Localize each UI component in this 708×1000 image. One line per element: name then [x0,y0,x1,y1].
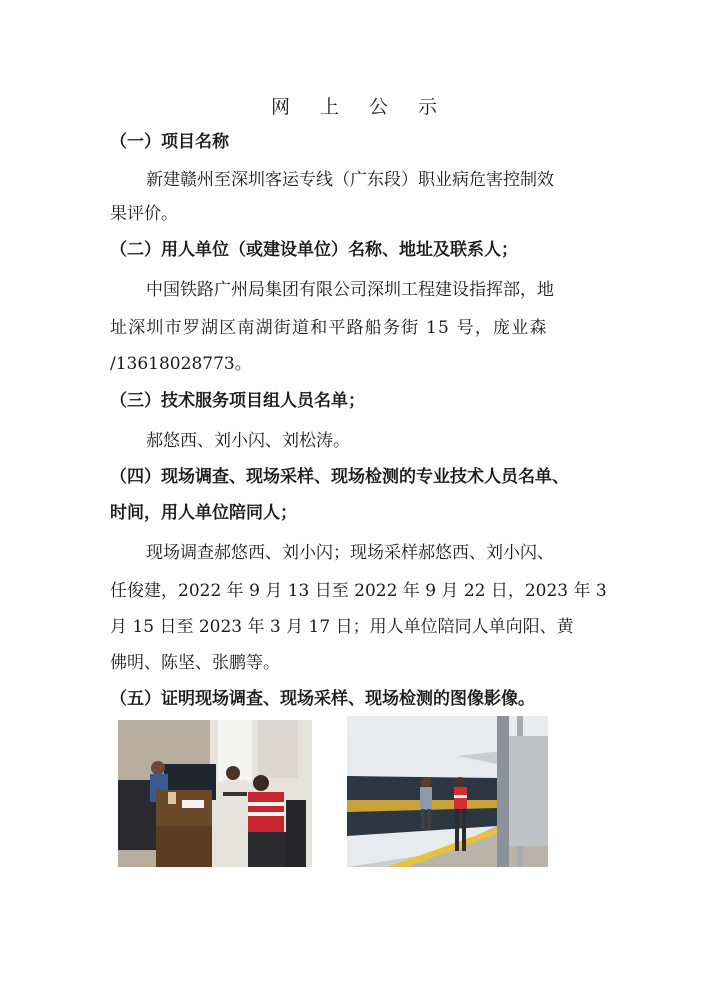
section-1-line-1: 新建赣州至深圳客运专线（广东段）职业病危害控制效 [146,170,554,190]
railway-platform-photo [347,716,548,867]
section-2-line-3: /13618028773。 [110,354,252,374]
section-3-line-1: 郝悠西、刘小闪、刘松涛。 [146,431,350,451]
section-3-heading: （三）技术服务项目组人员名单； [110,391,365,411]
office-survey-photo [118,720,312,867]
section-1-heading: （一）项目名称 [110,132,229,152]
section-4-line-1: 现场调查郝悠西、刘小闪；现场采样郝悠西、刘小闪、 [146,543,554,563]
page-title: 网 上 公 示 [270,96,450,118]
section-2-line-2: 址深圳市罗湖区南湖街道和平路船务街 15 号，庞业森 [110,318,548,338]
section-4-heading-line-2: 时间，用人单位陪同人； [110,503,297,523]
section-4-line-4: 佛明、陈坚、张鹏等。 [110,653,280,673]
section-2-line-1: 中国铁路广州局集团有限公司深圳工程建设指挥部，地 [146,280,554,300]
section-4-line-3: 月 15 日至 2023 年 3 月 17 日；用人单位陪同人单向阳、黄 [110,617,574,637]
section-1-line-2: 果评价。 [110,204,178,224]
section-2-heading: （二）用人单位（或建设单位）名称、地址及联系人； [110,240,518,260]
section-4-heading-line-1: （四）现场调查、现场采样、现场检测的专业技术人员名单、 [110,467,569,487]
section-4-line-2: 任俊建，2022 年 9 月 13 日至 2022 年 9 月 22 日，2023 年 3 [110,581,607,601]
section-5-heading: （五）证明现场调查、现场采样、现场检测的图像影像。 [110,689,535,709]
